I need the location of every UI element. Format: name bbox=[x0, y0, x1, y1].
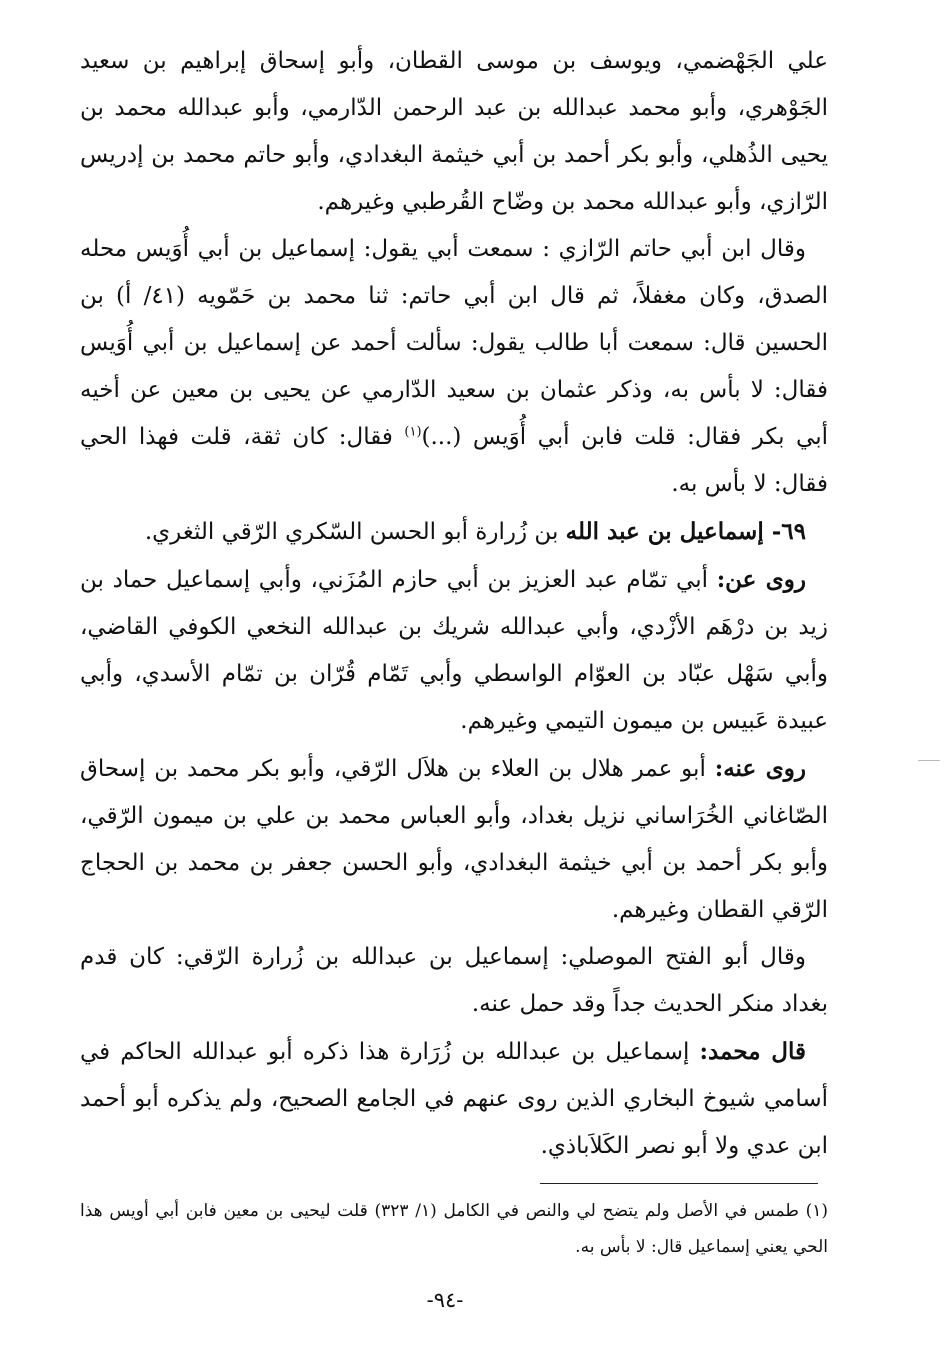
narrated-from-text: أبي تمّام عبد العزيز بن أبي حازم المُزَني، وأبي إسماعيل حماد بن زيد بن درْهَم الأزْدي، وأبي عبدالله شريك بن عبدالله النخعي الكوفي القاضي، وأبي سَهْل عبّاد بن العوّام الواسطي وأبي تَمّام قُرّان بن تمّام الأسدي، وأبي عبيدة عَبيس بن ميمون التيمي وغيرهم. bbox=[80, 567, 828, 734]
page-number: -٩٤- bbox=[426, 1288, 464, 1312]
author-note-label: قال محمد: bbox=[699, 1038, 806, 1065]
paragraph-2-text: وقال ابن أبي حاتم الرّازي : سمعت أبي يقول: إسماعيل بن أبي أُوَيس محله الصدق، وكان مغفلاً، ثم قال ابن أبي حاتم: ثنا محمد بن حَمّويه (٤١/ أ) بن الحسين قال: سمعت أبا طالب يقول: سألت أحمد عن إسماعيل بن أبي أُوَيس فقال: لا بأس به، وذكر عثمان بن سعيد الدّارمي عن يحيى بن معين عن أخيه أبي بكر فقال: قلت فابن أبي أُوَيس (...) bbox=[80, 236, 828, 450]
narrated-by-text: أبو عمر هلال بن العلاء بن هلاَل الرّقي، وأبو بكر محمد بن إسحاق الصّاغاني الخُرَاساني نزيل بغداد، وأبو العباس محمد بن علي بن ميمون الرّقي، وأبو بكر أحمد بن أبي خيثمة البغدادي، وأبو الحسن جعفر بن محمد بن الحجاج الرّقي القطان وغيرهم. bbox=[80, 756, 828, 923]
footnote-marker: (١) bbox=[404, 424, 422, 440]
footnote-separator bbox=[540, 1183, 818, 1184]
main-text bbox=[80, 38, 828, 1170]
footnote: (١) طمس في الأصل ولم يتضح لي والنص في الكامل (١/ ٣٢٣) قلت ليحيى بن معين فابن أبي أويس هذا الحي يعني إسماعيل قال: لا بأس به. bbox=[80, 1201, 828, 1257]
paragraph-mosuli: وقال أبو الفتح الموصلي: إسماعيل بن عبدالله بن زُرارة الرّقي: كان قدم بغداد منكر الحديث جداً وقد حمل عنه. bbox=[80, 944, 828, 1017]
paragraph-2 bbox=[80, 226, 828, 508]
author-note-text: إسماعيل بن عبدالله بن زُرَارة هذا ذكره أبو عبدالله الحاكم في أسامي شيوخ البخاري الذين روى عنهم في الجامع الصحيح، ولم يذكره أبو أحمد ابن عدي ولا أبو نصر الكَلاَباذي. bbox=[80, 1039, 828, 1159]
narrated-by-paragraph bbox=[80, 745, 828, 934]
entry-title-rest: بن زُرارة أبو الحسن السّكري الرّقي الثغري. bbox=[144, 519, 559, 545]
entry-heading bbox=[80, 508, 828, 556]
paragraph-2-end: فقال: كان ثقة، قلت فهذا الحي فقال: لا بأس به. bbox=[80, 424, 828, 497]
author-note-paragraph bbox=[80, 1028, 828, 1170]
narrated-from-paragraph bbox=[80, 556, 828, 745]
entry-title: ٦٩- إسماعيل بن عبد الله bbox=[565, 518, 806, 545]
paragraph-1: علي الجَهْضمي، ويوسف بن موسى القطان، وأبو إسحاق إبراهيم بن سعيد الجَوْهري، وأبو محمد عبدالله بن عبد الرحمن الدّارمي، وأبو عبدالله محمد بن يحيى الذُهلي، وأبو بكر أحمد بن أبي خيثمة البغدادي، وأبو حاتم محمد بن إدريس الرّازي، وأبو عبدالله محمد بن وضّاح القُرطبي وغيرهم. bbox=[80, 48, 828, 215]
narrated-by-label: روى عنه: bbox=[714, 755, 807, 782]
margin-mark bbox=[918, 760, 940, 761]
narrated-from-label: روى عن: bbox=[716, 566, 806, 593]
